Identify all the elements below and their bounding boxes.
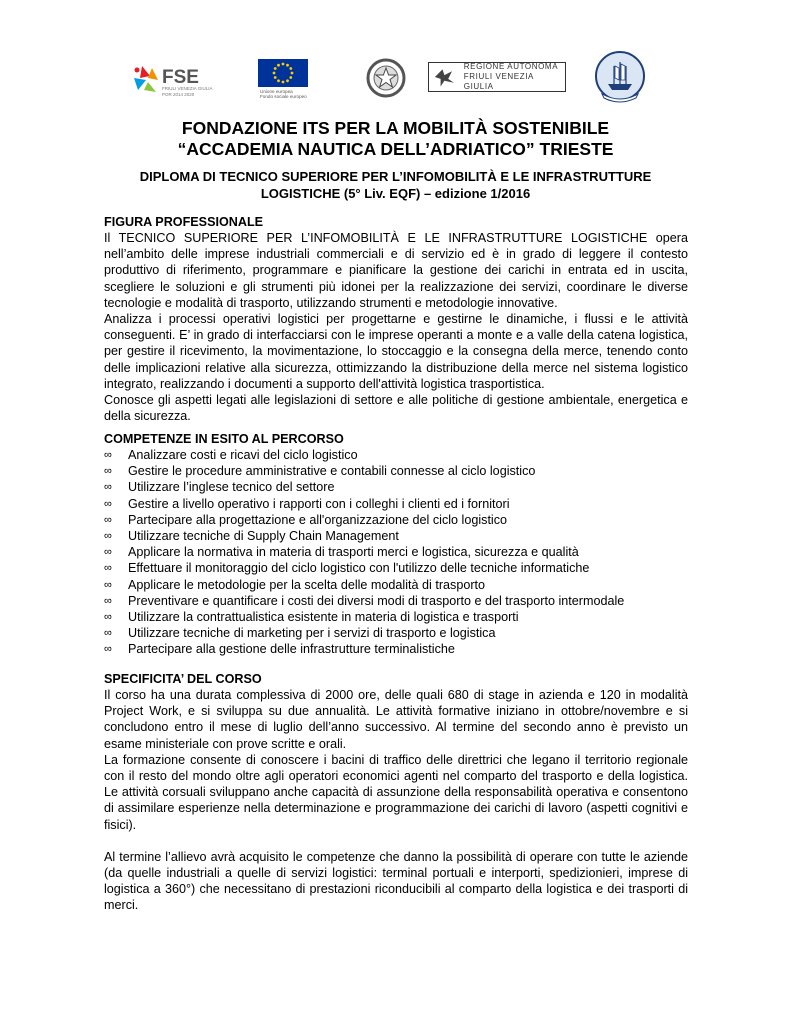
infinity-bullet-icon: ∞ bbox=[104, 465, 112, 478]
competence-list bbox=[104, 447, 688, 658]
fse-text: FSE bbox=[162, 67, 199, 88]
list-item: ∞ Preventivare e quantificare i costi dei diversi modi di trasporto e del trasporto intermodale bbox=[104, 593, 625, 608]
infinity-bullet-icon: ∞ bbox=[104, 578, 112, 591]
list-item: ∞ Utilizzare l’inglese tecnico del settore bbox=[104, 480, 335, 495]
eu-star-icon bbox=[289, 67, 292, 70]
eu-star-icon bbox=[286, 79, 289, 82]
eu-star-icon bbox=[277, 64, 280, 67]
eu-star-icon bbox=[289, 76, 292, 79]
eu-star-icon bbox=[274, 67, 277, 70]
infinity-bullet-icon: ∞ bbox=[104, 481, 112, 494]
fse-line2: POR 2014 2020 bbox=[162, 92, 195, 97]
infinity-bullet-icon: ∞ bbox=[104, 530, 112, 543]
section-figura-professionale bbox=[104, 214, 688, 424]
paragraph: Analizza i processi operativi logistici per progettarne e gestirne le dinamiche, i flussi e le attività conseguenti. E’ in grado di interfacciarsi con le imprese operanti a monte e a valle della catena logistica, per gestire il ricevimento, la movimentazione, lo stoccaggio e la consegna della merce, tenendo conto delle implicazioni relative alla sicurezza, ottimizzando la distribuzione della merce nel sistema logistico integrato, realizzando i documenti a supporto dell'attività logistica trasportistica. bbox=[104, 312, 688, 391]
section-heading: FIGURA PROFESSIONALE bbox=[104, 215, 264, 229]
list-item: ∞ Analizzare costi e ricavi del ciclo logistico bbox=[104, 448, 358, 462]
fse-logo bbox=[128, 62, 220, 98]
fvg-eagle-icon bbox=[433, 65, 456, 89]
list-item: ∞ Partecipare alla progettazione e all'organizzazione del ciclo logistico bbox=[104, 512, 508, 527]
section-competenze bbox=[104, 431, 688, 658]
eu-star-icon bbox=[274, 76, 277, 79]
italian-republic-emblem-icon bbox=[366, 56, 406, 100]
paragraph: La formazione consente di conoscere i bacini di traffico delle direttrici che legano il territorio regionale con il resto del mondo oltre agli operatori economici agenti nel comparto del trasporto e della logistica. Le attività corsuali sviluppano anche capacità di assunzione della responsabilità operativa e consentono di assimilare esperienze nella determinazione e programmazione dei carichi di lavoro (aspetti cognitivi e fisici). bbox=[104, 752, 688, 832]
list-item: ∞ Effettuare il monitoraggio del ciclo logistico con l'utilizzo delle tecniche informatiche bbox=[104, 561, 590, 576]
paragraph: Al termine l’allievo avrà acquisito le competenze che danno la possibilità di operare con tutte le aziende (da quelle industriali a quelle di servizi logistici: terminal portuali e interporti, spedizionieri, imprese di logistica a 360°) che necessitano di prestazioni riconducibili al comparto della logistica e dei trasporti di merci. bbox=[104, 849, 688, 913]
page-title-line1: FONDAZIONE ITS PER LA MOBILITÀ SOSTENIBILE bbox=[181, 118, 610, 138]
subtitle-line1: DIPLOMA DI TECNICO SUPERIORE PER L’INFOMOBILITÀ E LE INFRASTRUTTURE bbox=[139, 169, 652, 184]
eu-logo bbox=[258, 59, 308, 99]
infinity-bullet-icon: ∞ bbox=[104, 562, 112, 575]
fvg-region-logo bbox=[428, 62, 566, 92]
eu-star-icon bbox=[286, 64, 289, 67]
infinity-bullet-icon: ∞ bbox=[104, 513, 112, 526]
infinity-bullet-icon: ∞ bbox=[104, 497, 112, 510]
infinity-bullet-icon: ∞ bbox=[104, 627, 112, 640]
infinity-bullet-icon: ∞ bbox=[104, 546, 112, 559]
eu-star-icon bbox=[282, 81, 285, 84]
list-item: ∞ Utilizzare la contrattualistica esistente in materia di logistica e trasporti bbox=[104, 610, 519, 625]
list-item: ∞ Utilizzare tecniche di Supply Chain Management bbox=[104, 529, 399, 544]
subtitle-line2: LOGISTICHE (5° Liv. EQF) – edizione 1/2016 bbox=[260, 186, 531, 201]
list-item: ∞ Partecipare alla gestione delle infrastrutture terminalistiche bbox=[104, 642, 455, 657]
spacer bbox=[104, 833, 688, 849]
list-item: ∞ Applicare le metodologie per la scelta delle modalità di trasporto bbox=[104, 577, 486, 592]
paragraph: Il corso ha una durata complessiva di 2000 ore, delle quali 680 di stage in azienda e 120 in modalità Project Work, e si sviluppa su due annualità. Le attività formative iniziano in ottobre/novembre e si concludono entro il mese di luglio dell’anno successivo. Al termine del secondo anno è previsto un esame ministeriale con prove scritte e orali. bbox=[104, 688, 688, 751]
eu-line1: Unione europea bbox=[260, 89, 293, 94]
fvg-line2: FRIULI VENEZIA GIULIA bbox=[463, 72, 534, 91]
infinity-bullet-icon: ∞ bbox=[104, 611, 112, 624]
fse-line1: FRIULI VENEZIA GIULIA bbox=[162, 86, 213, 91]
fvg-line1: REGIONE AUTONOMA bbox=[463, 62, 559, 71]
infinity-bullet-icon: ∞ bbox=[104, 643, 112, 656]
infinity-bullet-icon: ∞ bbox=[104, 594, 112, 607]
list-item: ∞ Utilizzare tecniche di marketing per i servizi di trasporto e logistica bbox=[104, 626, 496, 641]
eu-star-icon bbox=[273, 72, 276, 75]
infinity-bullet-icon: ∞ bbox=[104, 449, 112, 461]
eu-star-icon bbox=[291, 72, 294, 75]
section-specificita bbox=[104, 671, 688, 914]
list-item: ∞ Applicare la normativa in materia di trasporti merci e logistica, sicurezza e qualità bbox=[104, 545, 579, 560]
list-item: ∞ Gestire a livello operativo i rapporti con i colleghi i clienti ed i fornitori bbox=[104, 496, 510, 511]
paragraph: Il TECNICO SUPERIORE PER L’INFOMOBILITÀ E LE INFRASTRUTTURE LOGISTICHE opera nell’ambito delle imprese industriali commerciali e di servizio ed è in grado di leggere il contesto produttivo di riferimento, programmare e pianificare la gestione dei carichi in entrata ed in uscita, scegliere le soluzioni e gli strumenti più idonei per la realizzazione dei servizi, coordinare le diverse tecnologie e modalità di trasporto, utilizzando strumenti e metodologie innovative. bbox=[104, 231, 688, 310]
section-heading: COMPETENZE IN ESITO AL PERCORSO bbox=[104, 432, 344, 446]
eu-star-icon bbox=[277, 79, 280, 82]
eu-line2: Fondo sociale europeo bbox=[260, 94, 307, 99]
logo-strip bbox=[118, 56, 678, 112]
section-heading: SPECIFICITA’ DEL CORSO bbox=[104, 672, 262, 686]
page-title-line2: “ACCADEMIA NAUTICA DELL’ADRIATICO” TRIESTE bbox=[177, 139, 614, 159]
sailing-ship-icon bbox=[592, 50, 648, 106]
eu-star-icon bbox=[282, 63, 285, 66]
fse-pinwheel-icon bbox=[134, 66, 158, 92]
list-item: ∞ Gestire le procedure amministrative e contabili connesse al ciclo logistico bbox=[104, 464, 536, 479]
paragraph: Conosce gli aspetti legati alle legislazioni di settore e alle politiche di gestione ambientale, energetica e della sicurezza. bbox=[104, 393, 688, 424]
